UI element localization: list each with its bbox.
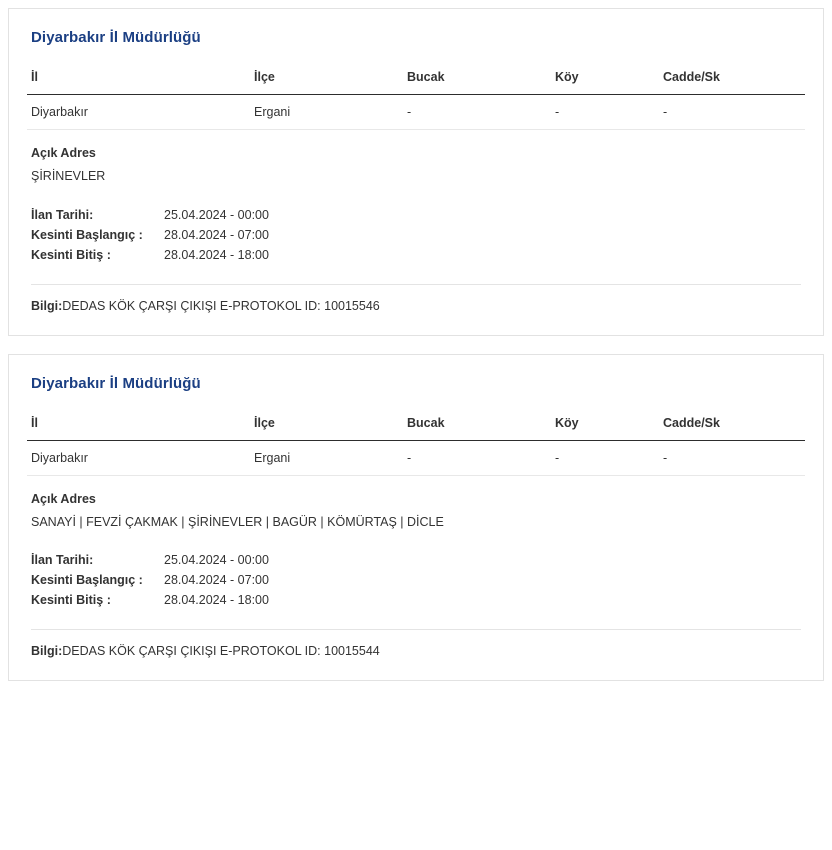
cell-il: Diyarbakır (27, 440, 250, 475)
info-text: DEDAS KÖK ÇARŞI ÇIKIŞI E-PROTOKOL ID: 10015544 (62, 644, 380, 658)
card-title: Diyarbakır İl Müdürlüğü (31, 29, 201, 46)
column-header-koy: Köy (551, 64, 659, 95)
card-divider (31, 629, 801, 630)
date-row-start (31, 228, 805, 242)
cell-il: Diyarbakır (27, 95, 250, 130)
date-row-end (31, 593, 805, 607)
cell-ilce: Ergani (250, 95, 403, 130)
date-label-announcement: İlan Tarihi: (31, 207, 94, 222)
card-title: Diyarbakır İl Müdürlüğü (31, 374, 201, 392)
cell-bucak: - (403, 95, 551, 130)
date-group (31, 553, 805, 607)
column-header-ilce: İlçe (250, 64, 403, 95)
address-value: SANAYİ | FEVZİ ÇAKMAK | ŞİRİNEVLER | BAGÜR | KÖMÜRTAŞ | DİCLE (31, 514, 444, 529)
address-table (27, 410, 805, 476)
column-header-bucak: Bucak (403, 64, 551, 95)
date-row-start (31, 573, 805, 587)
date-value-announcement: 25.04.2024 - 00:00 (164, 207, 269, 222)
date-value-announcement: 25.04.2024 - 00:00 (164, 553, 269, 567)
card-divider (31, 284, 801, 285)
table-header-row (27, 410, 805, 441)
date-row-announcement (31, 208, 805, 222)
address-label: Açık Adres (31, 146, 96, 160)
date-label-announcement: İlan Tarihi: (31, 553, 94, 567)
cell-koy: - (551, 440, 659, 475)
date-value-end: 28.04.2024 - 18:00 (164, 593, 269, 607)
column-header-bucak: Bucak (403, 410, 551, 441)
info-label: Bilgi: (31, 644, 63, 658)
info-line (31, 299, 805, 313)
column-header-koy: Köy (551, 410, 659, 441)
column-header-cadde-sk: Cadde/Sk (659, 64, 805, 95)
date-value-start: 28.04.2024 - 07:00 (164, 227, 269, 242)
date-label-end: Kesinti Bitiş : (31, 247, 111, 262)
table-header-row (27, 64, 805, 95)
date-row-announcement (31, 553, 805, 567)
address-table (27, 64, 805, 130)
address-value: ŞİRİNEVLER (31, 169, 106, 183)
date-label-start: Kesinti Başlangıç : (31, 573, 143, 587)
cell-bucak: - (403, 440, 551, 475)
cell-koy: - (551, 95, 659, 130)
info-line (31, 644, 805, 658)
date-value-start: 28.04.2024 - 07:00 (164, 573, 269, 587)
outage-card (8, 8, 824, 336)
table-row (27, 440, 805, 475)
column-header-cadde-sk: Cadde/Sk (659, 410, 805, 441)
date-row-end (31, 248, 805, 262)
column-header-il: İl (27, 410, 250, 441)
address-label: Açık Adres (31, 491, 96, 506)
table-row (27, 95, 805, 130)
date-label-end: Kesinti Bitiş : (31, 593, 111, 607)
cell-ilce: Ergani (250, 440, 403, 475)
date-group (31, 208, 805, 262)
info-text: DEDAS KÖK ÇARŞI ÇIKIŞI E-PROTOKOL ID: 10015546 (62, 298, 380, 313)
column-header-ilce: İlçe (250, 410, 403, 441)
date-value-end: 28.04.2024 - 18:00 (164, 247, 269, 262)
info-label: Bilgi: (31, 298, 63, 313)
column-header-il: İl (27, 64, 250, 95)
outage-card (8, 354, 824, 682)
date-label-start: Kesinti Başlangıç : (31, 227, 143, 242)
cell-cadde-sk: - (659, 440, 805, 475)
cell-cadde-sk: - (659, 95, 805, 130)
